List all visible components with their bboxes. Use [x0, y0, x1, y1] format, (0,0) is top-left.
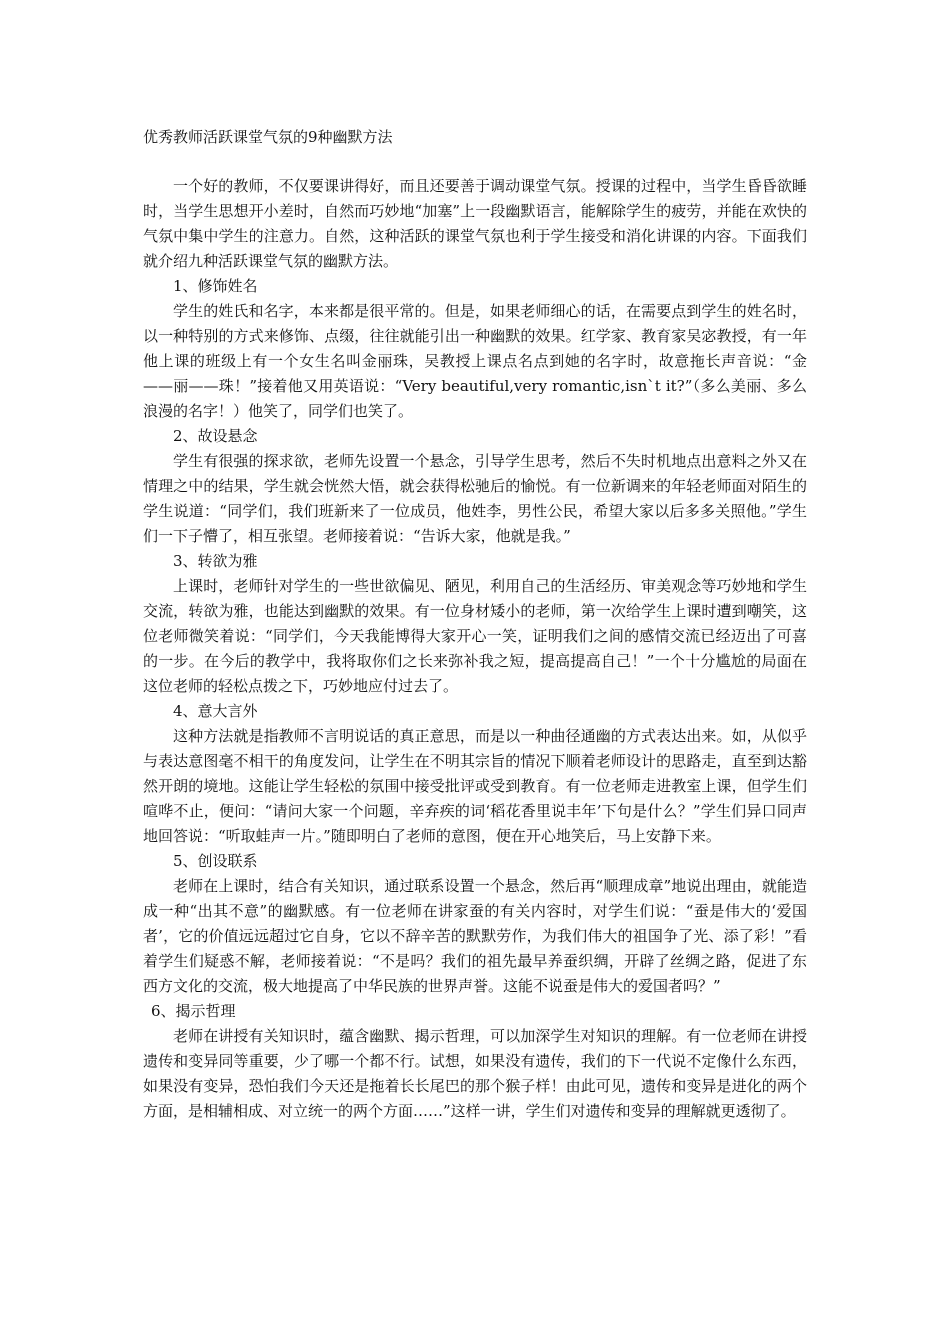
- section-body-3: 上课时，老师针对学生的一些世欲偏见、陋见，利用自己的生活经历、审美观念等巧妙地和学生交流，转欲为雅，也能达到幽默的效果。有一位身材矮小的老师，第一次给学生上课时遭到嘲笑，这位老师微笑着说：“同学们，今天我能博得大家开心一笑，证明我们之间的感情交流已经迈出了可喜的一步。在今后的教学中，我将取你们之长来弥补我之短，提高提高自己！”一个十分尴尬的局面在这位老师的轻松点拨之下，巧妙地应付过去了。: [143, 577, 807, 695]
- section-heading-3: 3、转欲为雅: [173, 552, 258, 570]
- section-heading-1: 1、修饰姓名: [173, 277, 258, 295]
- section-body-2: 学生有很强的探求欲，老师先设置一个悬念，引导学生思考，然后不失时机地点出意料之外又在情理之中的结果，学生就会恍然大悟，就会获得松驰后的愉悦。有一位新调来的年轻老师面对陌生的学生说道：“同学们，我们班新来了一位成员，他姓李，男性公民，希望大家以后多多关照他。”学生们一下子懵了，相互张望。老师接着说：“告诉大家，他就是我。”: [143, 452, 807, 545]
- section-heading-4: 4、意大言外: [173, 702, 258, 720]
- section-body-1: 学生的姓氏和名字，本来都是很平常的。但是，如果老师细心的话，在需要点到学生的姓名时，以一种特别的方式来修饰、点缀，往往就能引出一种幽默的效果。红学家、教育家吴宓教授，有一年他上课的班级上有一个女生名叫金丽珠，吴教授上课点名点到她的名字时，故意拖长声音说：“金——丽——珠！”接着他又用英语说：“Very beautiful,very romantic,isn`t it?”（多么美丽、多么浪漫的名字！）他笑了，同学们也笑了。: [143, 302, 807, 420]
- section-body-4: 这种方法就是指教师不言明说话的真正意思，而是以一种曲径通幽的方式表达出来。如，从似乎与表达意图毫不相干的角度发问，让学生在不明其宗旨的情况下顺着老师设计的思路走，直至到达豁然开朗的境地。这能让学生轻松的氛围中接受批评或受到教育。有一位老师走进教室上课，但学生们喧哗不止，便问：“请问大家一个问题，辛弃疾的词‘稻花香里说丰年’下句是什么？”学生们异口同声地回答说：“听取蛙声一片。”随即明白了老师的意图，便在开心地笑后，马上安静下来。: [143, 727, 807, 845]
- section-heading-2: 2、故设悬念: [173, 427, 258, 445]
- intro-paragraph: 一个好的教师，不仅要课讲得好，而且还要善于调动课堂气氛。授课的过程中，当学生昏昏欲睡时，当学生思想开小差时，自然而巧妙地“加塞”上一段幽默语言，能解除学生的疲劳，并能在欢快的气氛中集中学生的注意力。自然，这种活跃的课堂气氛也利于学生接受和消化讲课的内容。下面我们就介绍九种活跃课堂气氛的幽默方法。: [143, 177, 807, 270]
- document-title: 优秀教师活跃课堂气氛的9种幽默方法: [143, 128, 393, 146]
- section-heading-6: 6、揭示哲理: [151, 1002, 236, 1020]
- document-body: [143, 174, 807, 1124]
- section-heading-5: 5、创设联系: [173, 852, 258, 870]
- section-body-5: 老师在上课时，结合有关知识，通过联系设置一个悬念，然后再“顺理成章”地说出理由，就能造成一种“出其不意”的幽默感。有一位老师在讲家蚕的有关内容时，对学生们说：“蚕是伟大的‘爱国者’，它的价值远远超过它自身，它以不辞辛苦的默默劳作，为我们伟大的祖国争了光、添了彩！”看着学生们疑惑不解，老师接着说：“不是吗？我们的祖先最早养蚕织绸，开辟了丝绸之路，促进了东西方文化的交流，极大地提高了中华民族的世界声誉。这能不说蚕是伟大的爱国者吗？”: [143, 877, 807, 995]
- section-body-6: 老师在讲授有关知识时，蕴含幽默、揭示哲理，可以加深学生对知识的理解。有一位老师在讲授遗传和变异同等重要，少了哪一个都不行。试想，如果没有遗传，我们的下一代说不定像什么东西，如果没有变异，恐怕我们今天还是拖着长长尾巴的那个猴子样！由此可见，遗传和变异是进化的两个方面，是相辅相成、对立统一的两个方面……”这样一讲，学生们对遗传和变异的理解就更透彻了。: [143, 1027, 807, 1120]
